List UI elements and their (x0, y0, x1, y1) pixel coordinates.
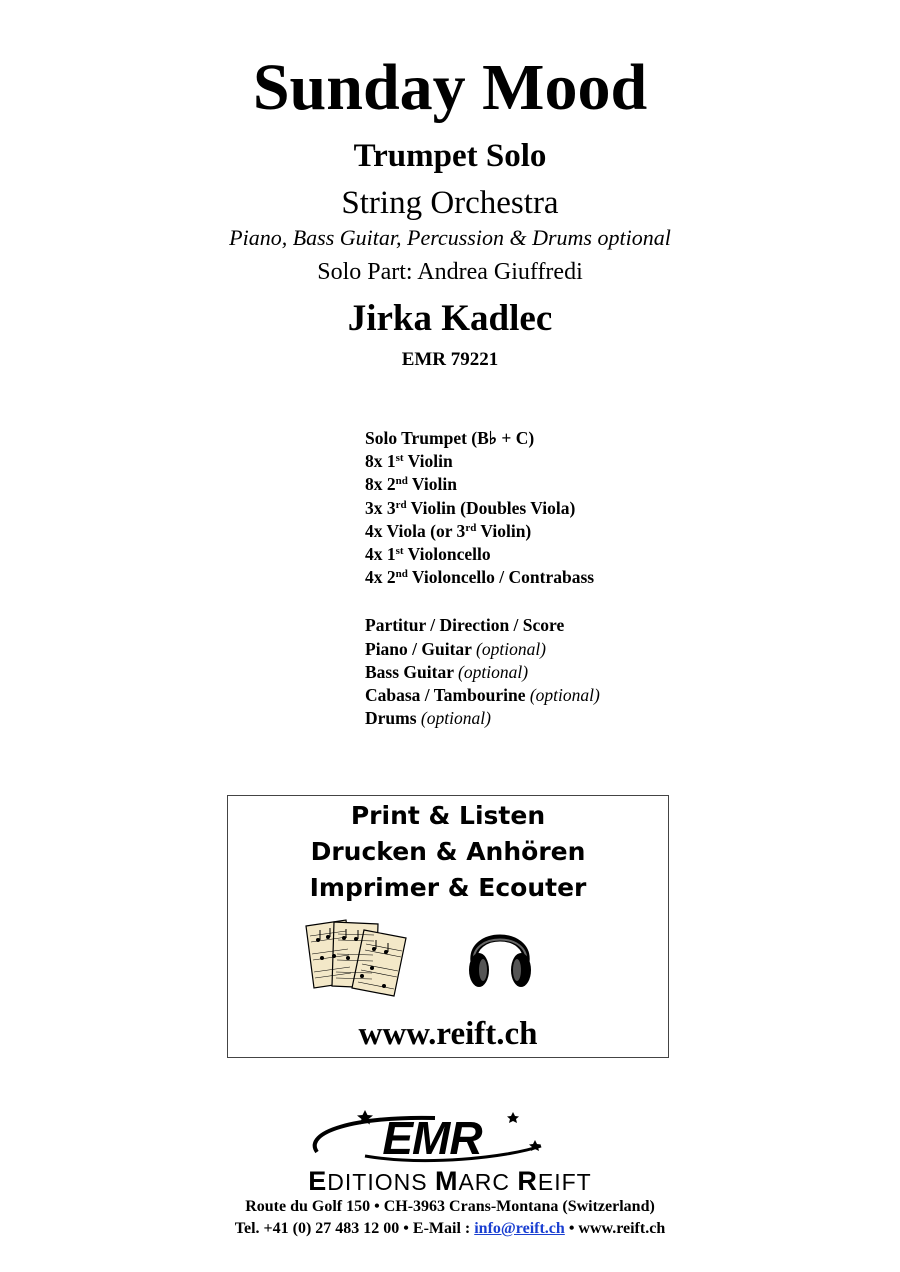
emr-logo (305, 1108, 545, 1164)
publisher-name: EDITIONS MARC REIFT (308, 1166, 592, 1196)
part-item: Partitur / Direction / Score (365, 615, 565, 636)
part-item: 8x 1st Violin (365, 451, 453, 472)
part-item: Bass Guitar (optional) (365, 661, 529, 682)
optional-instruments: Piano, Bass Guitar, Percussion & Drums optional (229, 225, 671, 250)
ensemble: String Orchestra (341, 185, 559, 221)
email-link[interactable]: info@reift.ch (474, 1220, 565, 1237)
subtitle: Trumpet Solo (353, 138, 547, 174)
catalog-number: EMR 79221 (401, 349, 499, 370)
publisher-address: Route du Golf 150 • CH-3963 Crans-Montana (Switzerland) (245, 1198, 655, 1215)
composer: Jirka Kadlec (347, 298, 553, 339)
solo-part: Solo Part: Andrea Giuffredi (317, 259, 583, 285)
title: Sunday Mood (252, 51, 648, 124)
parts-list (365, 427, 600, 730)
promo-line-en: Print & Listen (350, 801, 546, 830)
part-item: Drums (optional) (365, 708, 491, 729)
emr-logo-text: EMR (382, 1112, 482, 1164)
promo-line-de: Drucken & Anhören (310, 837, 586, 866)
part-item: Solo Trumpet (B♭ + C) (365, 428, 535, 448)
sheet-music-icon (302, 916, 412, 998)
part-item: Piano / Guitar (optional) (365, 638, 547, 659)
promo-line-fr: Imprimer & Ecouter (309, 873, 587, 902)
part-item: Cabasa / Tambourine (optional) (365, 685, 600, 706)
part-item: 3x 3rd Violin (Doubles Viola) (365, 497, 576, 518)
headphones-icon (464, 918, 536, 992)
part-item: 4x 2nd Violoncello / Contrabass (365, 567, 595, 588)
publisher-contact: Tel. +41 (0) 27 483 12 00 • E-Mail : info@reift.ch • www.reift.ch (234, 1220, 666, 1237)
promo-url[interactable]: www.reift.ch (358, 1016, 538, 1052)
part-item: 8x 2nd Violin (365, 474, 457, 495)
print-listen-box (227, 795, 669, 1058)
part-item: 4x 1st Violoncello (365, 544, 491, 565)
part-item: 4x Viola (or 3rd Violin) (365, 520, 532, 541)
